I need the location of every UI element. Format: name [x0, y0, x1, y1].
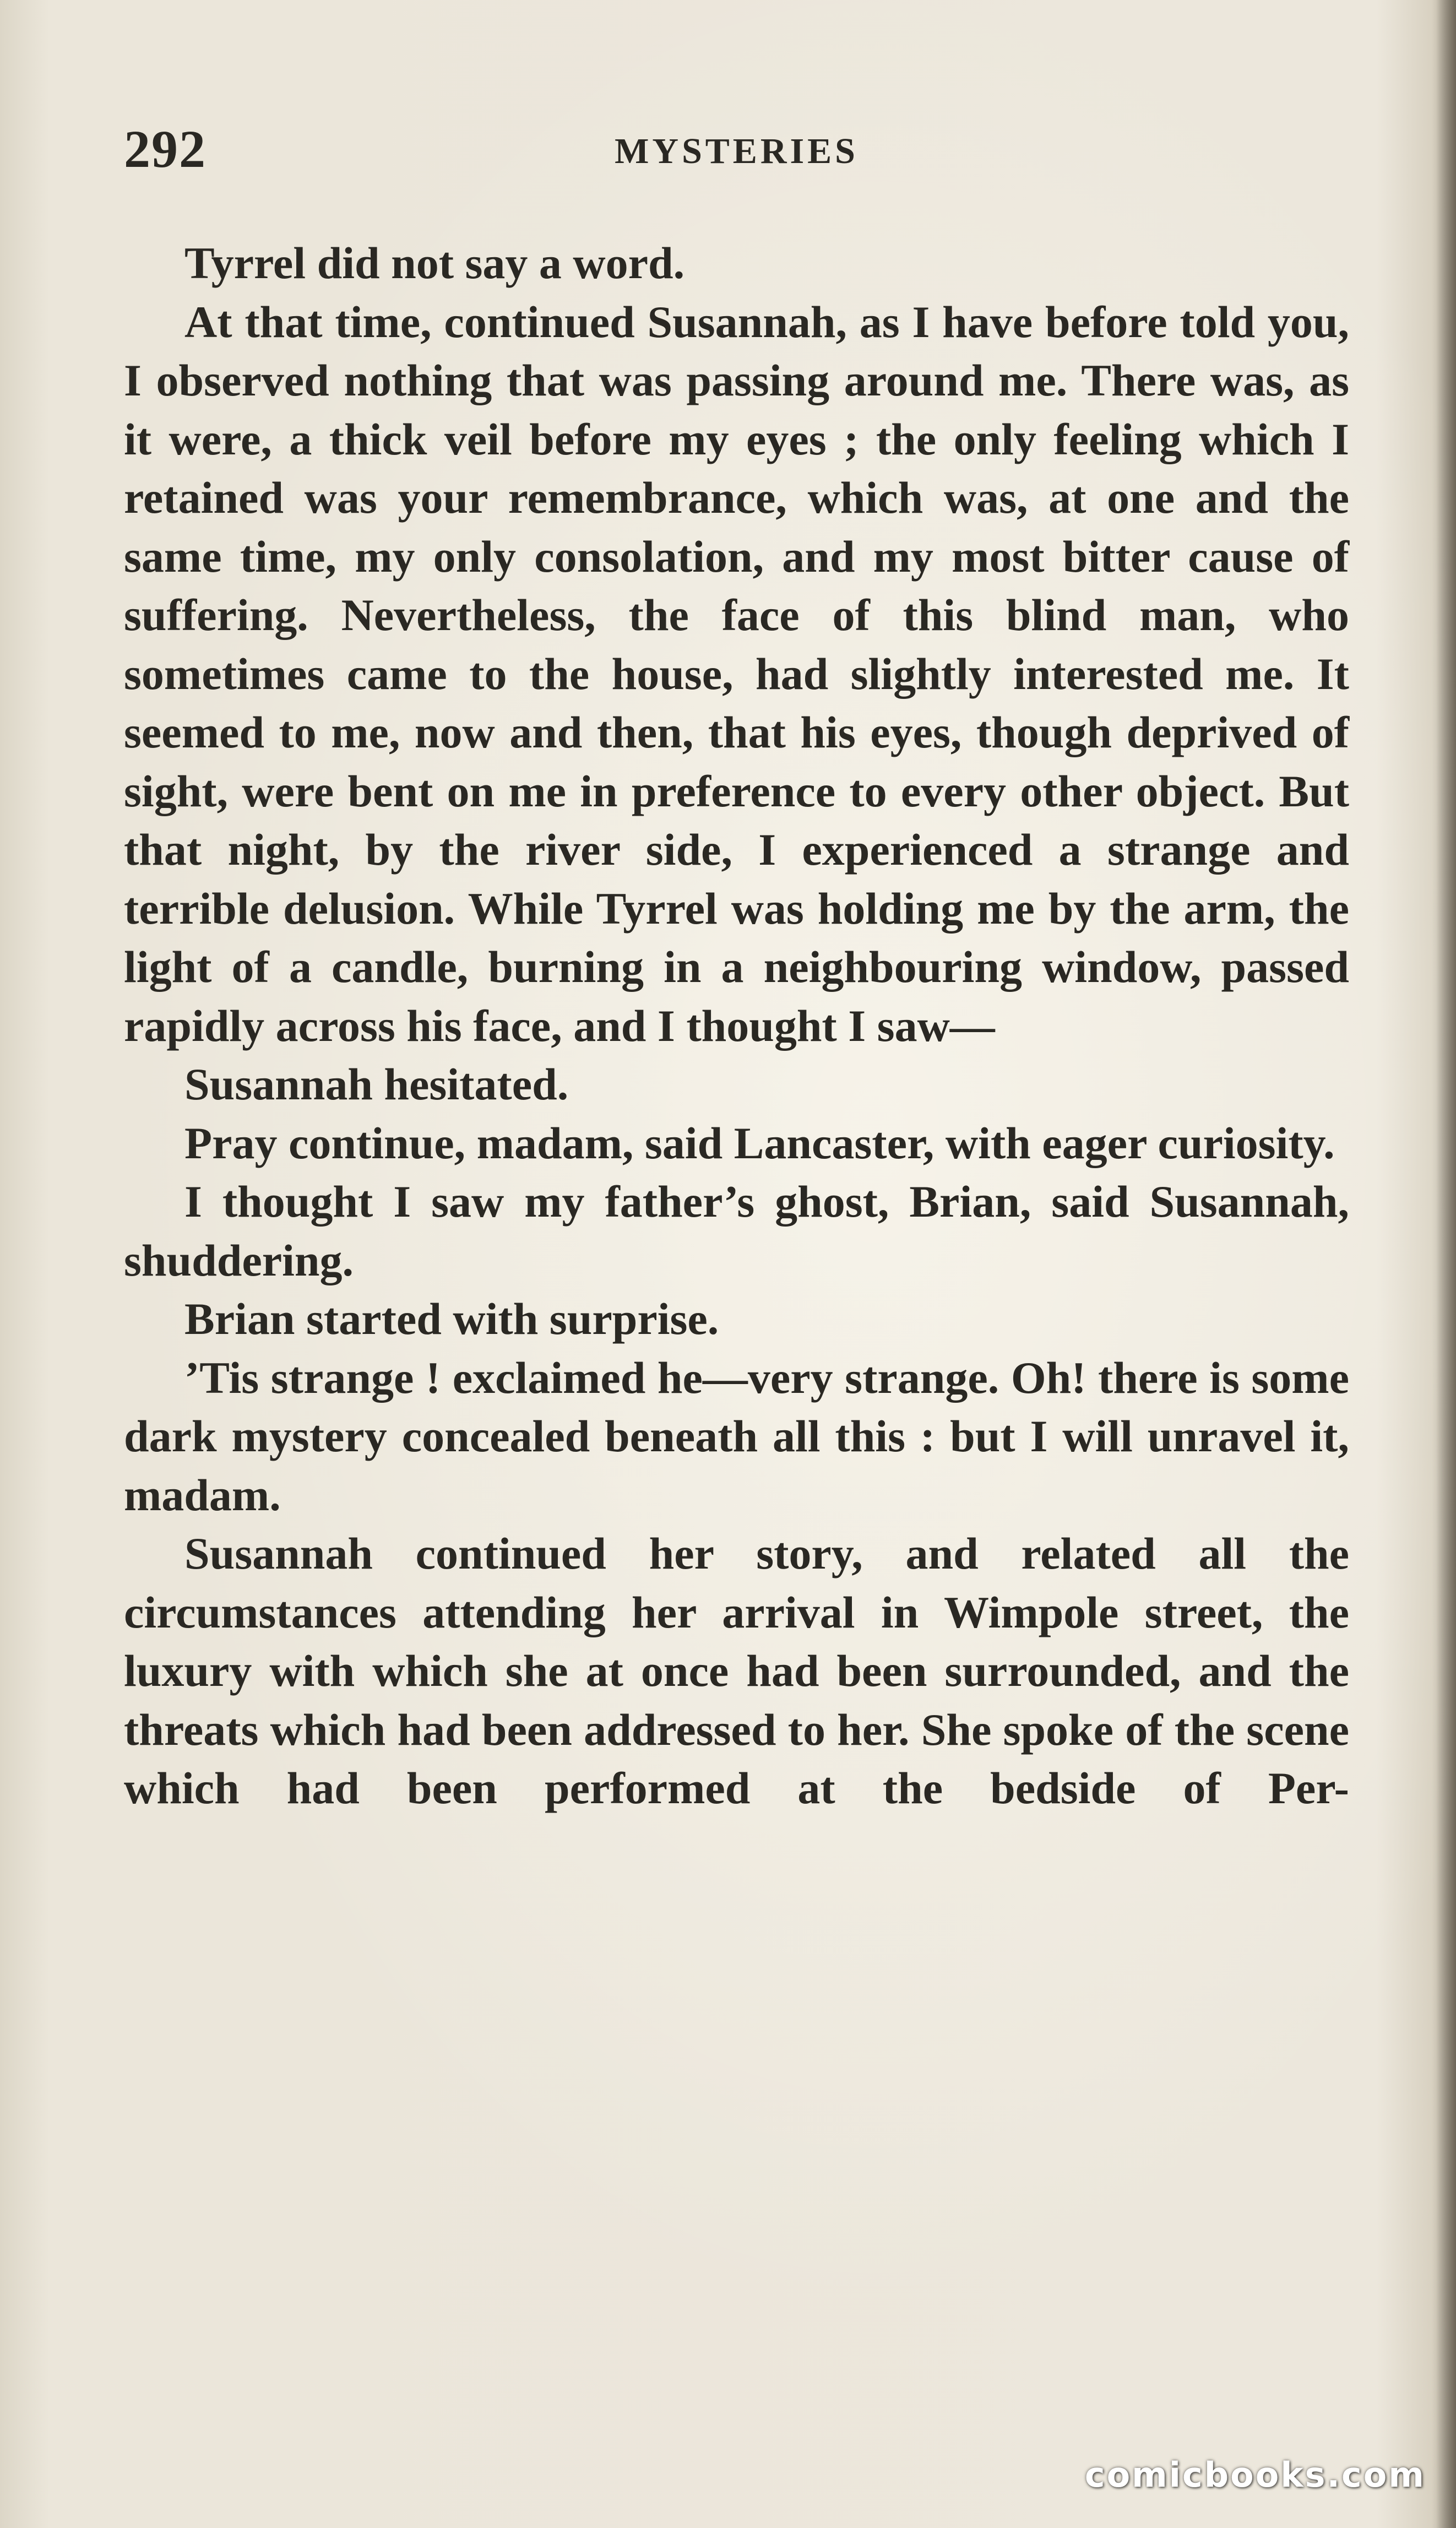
- paragraph: At that time, continued Susannah, as I have before told you, I observed nothing that was passing around me. There was, as it were, a thick veil before my eyes ; the only feeling which I retained was your remembrance, which was, at one and the same time, my only consolation, and my most bitter cause of suffering. Nevertheless, the face of this blind man, who sometimes came to the house, had slightly interested me. It seemed to me, now and then, that his eyes, though deprived of sight, were bent on me in preference to every other object. But that night, by the river side, I experienced a strange and terrible delusion. While Tyrrel was holding me by the arm, the light of a candle, burning in a neighbouring window, passed rapidly across his face, and I thought I saw—: [124, 296, 1349, 1051]
- paragraph: Susannah hesitated.: [184, 1059, 569, 1109]
- watermark: comicbooks.com: [1084, 2455, 1426, 2495]
- paragraph: Brian started with surprise.: [184, 1294, 719, 1344]
- paragraph: Pray continue, madam, said Lancaster, with eager curiosity.: [184, 1117, 1335, 1168]
- page-number: 292: [124, 120, 207, 178]
- paragraph: Susannah continued her story, and related all the circumstances attending her arrival in Wimpole street, the luxury with which she at once had been surrounded, and the threats which had been addressed to her. She spoke of the scene which had been performed at the bedside of Per-: [124, 1528, 1349, 1813]
- paragraph: ’Tis strange ! exclaimed he—very strange. Oh! there is some dark mystery concealed beneath all this : but I will unravel it, madam.: [124, 1352, 1349, 1520]
- body-text: [124, 234, 1349, 1818]
- page-edge-shadow: [1436, 0, 1456, 2528]
- page-header: [124, 118, 1349, 179]
- paragraph: Tyrrel did not say a word.: [184, 238, 685, 288]
- running-head: MYSTERIES: [615, 131, 859, 171]
- paragraph: I thought I saw my father’s ghost, Brian, said Susannah, shuddering.: [124, 1176, 1349, 1285]
